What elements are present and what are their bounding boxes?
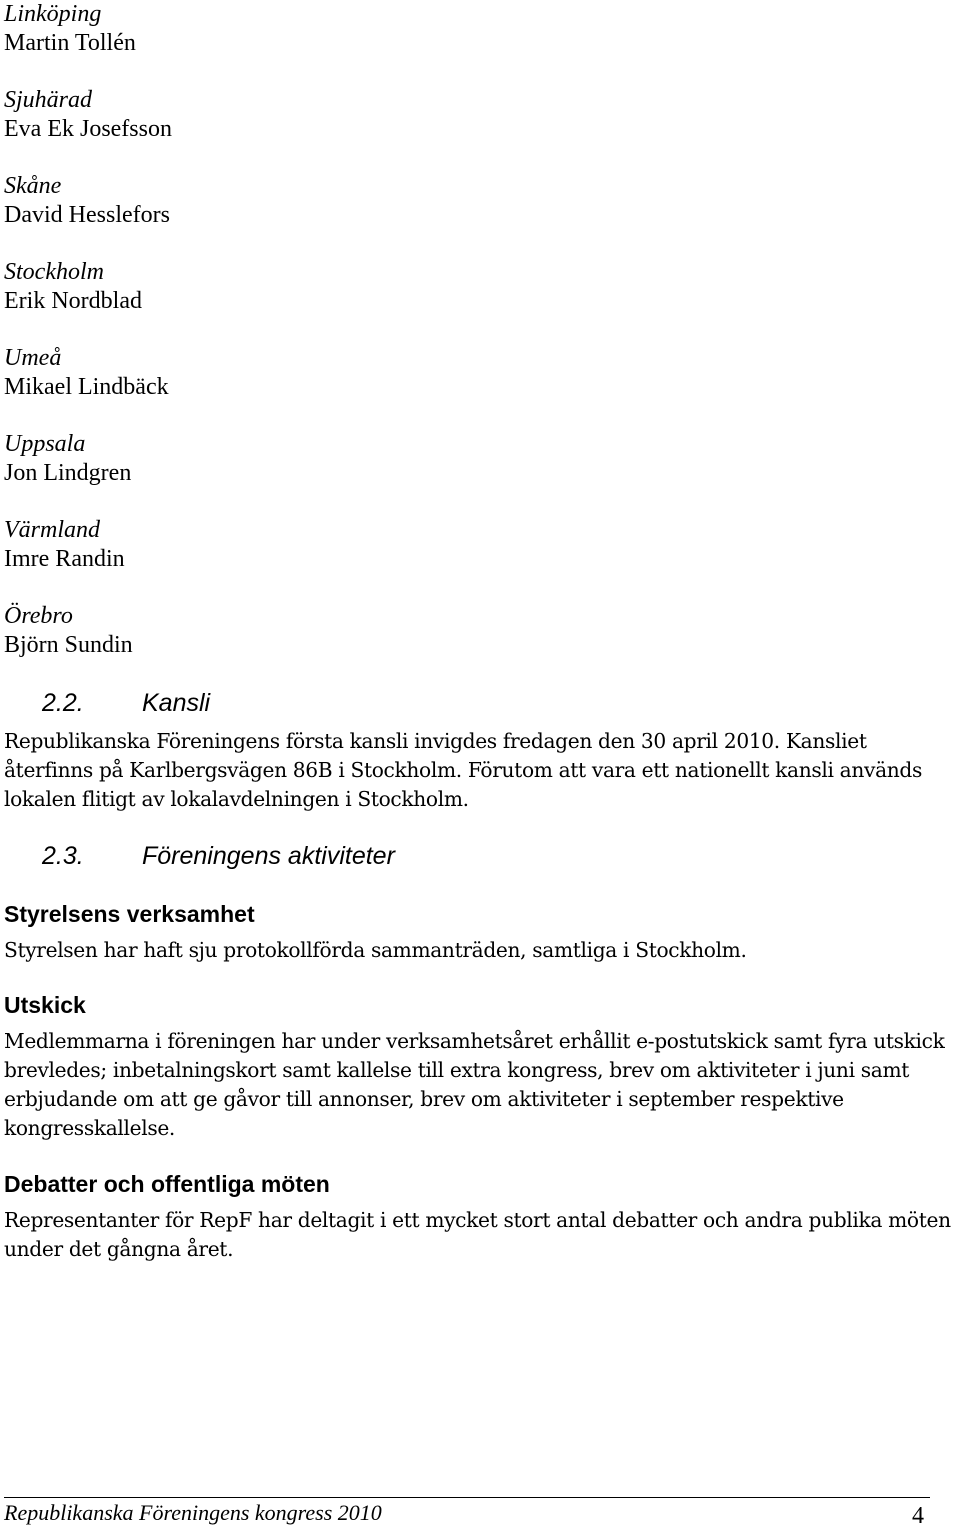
- contact-list: [4, 0, 604, 688]
- styrelsens-paragraph: Styrelsen har haft sju protokollförda sammanträden, samtliga i Stockholm.: [4, 938, 747, 962]
- section-title: Kansli: [142, 689, 211, 717]
- contact-person: Jon Lindgren: [4, 460, 132, 486]
- contact-region: Örebro: [4, 603, 73, 629]
- contact-person: Imre Randin: [4, 546, 125, 572]
- page-footer: [4, 1497, 930, 1525]
- contact-region: Linköping: [4, 1, 102, 27]
- contact-person: Mikael Lindbäck: [4, 374, 169, 400]
- contact-person: Eva Ek Josefsson: [4, 116, 172, 142]
- section-heading-aktiviteter: [42, 841, 395, 871]
- contact-entry: [4, 258, 604, 316]
- contact-person: Erik Nordblad: [4, 288, 142, 314]
- kansli-paragraph: Republikanska Föreningens första kansli invigdes fredagen den 30 april 2010. Kansliet återfinns på Karlbergsvägen 86B i Stockholm. Förutom att vara ett nationellt kansli används lokalen flitigt av lokalavdelningen i Stockholm.: [4, 729, 922, 811]
- subheading-debatter: Debatter och offentliga möten: [4, 1171, 330, 1197]
- contact-person: Björn Sundin: [4, 632, 133, 658]
- footer-title: Republikanska Föreningens kongress 2010: [4, 1500, 382, 1525]
- contact-entry: [4, 430, 604, 488]
- contact-person: David Hesslefors: [4, 202, 170, 228]
- contact-region: Umeå: [4, 345, 62, 371]
- section-number: 2.2.: [42, 689, 84, 717]
- contact-region: Stockholm: [4, 259, 104, 285]
- contact-entry: [4, 602, 604, 660]
- contact-region: Uppsala: [4, 431, 86, 457]
- contact-region: Skåne: [4, 173, 62, 199]
- contact-region: Värmland: [4, 517, 100, 543]
- contact-entry: [4, 172, 604, 230]
- page-number: 4: [912, 1503, 924, 1527]
- subheading-styrelsens: Styrelsens verksamhet: [4, 901, 255, 927]
- section-number: 2.3.: [42, 842, 84, 870]
- utskick-paragraph: Medlemmarna i föreningen har under verksamhetsåret erhållit e-postutskick samt fyra utskick brevledes; inbetalningskort samt kallelse till extra kongress, brev om aktiviteter i juni samt erbjudande om att ge gåvor till annonser, brev om aktiviteter i september respektive kongresskallelse.: [4, 1029, 945, 1140]
- section-heading-kansli: [42, 688, 210, 718]
- contact-region: Sjuhärad: [4, 87, 93, 113]
- debatter-paragraph: Representanter för RepF har deltagit i ett mycket stort antal debatter och andra publika möten under det gångna året.: [4, 1208, 951, 1261]
- contact-person: Martin Tollén: [4, 30, 136, 56]
- contact-entry: [4, 516, 604, 574]
- section-title: Föreningens aktiviteter: [142, 842, 395, 870]
- subheading-utskick: Utskick: [4, 992, 86, 1018]
- contact-entry: [4, 344, 604, 402]
- contact-entry: [4, 86, 604, 144]
- contact-entry: [4, 0, 604, 58]
